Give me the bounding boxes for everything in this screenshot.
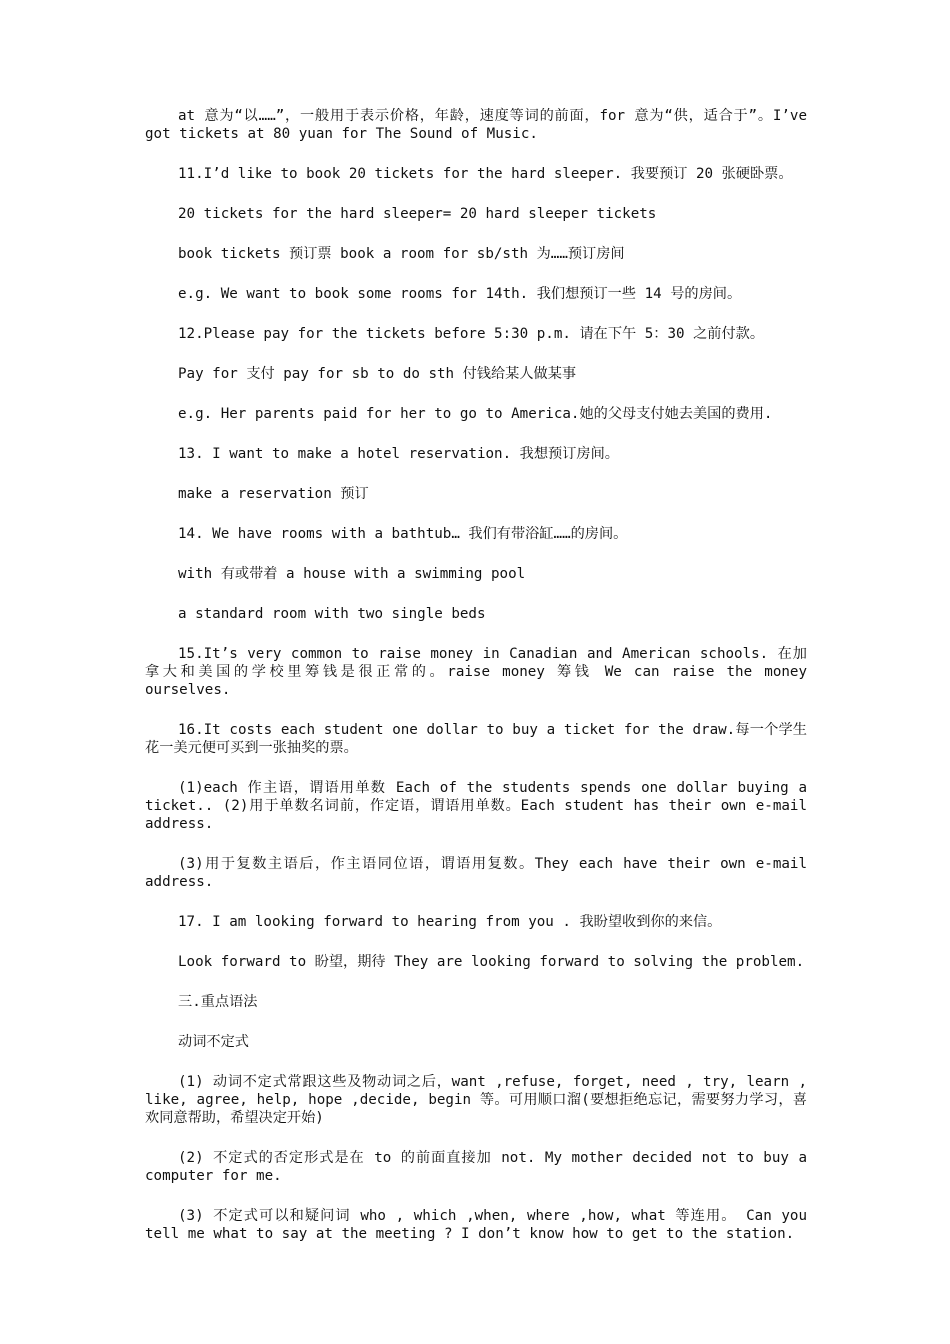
subheading-infinitive: 动词不定式	[178, 1034, 249, 1050]
document-page	[145, 107, 807, 1265]
paragraph-with-phrase: with 有或带着 a house with a swimming pool	[178, 566, 526, 582]
paragraph-17-looking-forward: 17. I am looking forward to hearing from you . 我盼望收到你的来信。	[178, 914, 722, 930]
paragraph-pay-for-phrase: Pay for 支付 pay for sb to do sth 付钱给某人做某事	[178, 366, 577, 382]
paragraph-infinitive-rule-1: (1) 动词不定式常跟这些及物动词之后，want ,refuse, forget, need , try, learn , like, agree, help, hope ,decide, begin 等。可用顺口溜(要想拒绝忘记，需要努力学习，喜欢同意帮助，希望决定开始)	[145, 1074, 807, 1126]
paragraph-13-reservation: 13. I want to make a hotel reservation. 我想预订房间。	[178, 446, 619, 462]
paragraph-hard-sleeper: 20 tickets for the hard sleeper= 20 hard sleeper tickets	[178, 206, 657, 222]
paragraph-15-raise-money: 15.It’s very common to raise money in Canadian and American schools. 在加拿大和美国的学校里筹钱是很正常的。raise money 筹钱 We can raise the money ourselves.	[145, 646, 807, 698]
paragraph-11-book-tickets: 11.I’d like to book 20 tickets for the hard sleeper. 我要预订 20 张硬卧票。	[178, 166, 793, 182]
paragraph-each-usage-3: (3)用于复数主语后，作主语同位语，谓语用复数。They each have their own e-mail address.	[145, 856, 807, 890]
paragraph-book-tickets-phrase: book tickets 预订票 book a room for sb/sth 为……预订房间	[178, 246, 625, 262]
paragraph-at-for: at 意为“以……”，一般用于表示价格，年龄，速度等词的前面，for 意为“供，适合于”。I’ve got tickets at 80 yuan for The Sound of Music.	[145, 108, 807, 142]
paragraph-book-rooms-example: e.g. We want to book some rooms for 14th. 我们想预订一些 14 号的房间。	[178, 286, 742, 302]
paragraph-standard-room: a standard room with two single beds	[178, 606, 486, 622]
paragraph-each-usage-1-2: (1)each 作主语，谓语用单数 Each of the students spends one dollar buying a ticket.. (2)用于单数名词前，作定语，谓语用单数。Each student has their own e-mail address.	[145, 780, 807, 832]
paragraph-16-each-student: 16.It costs each student one dollar to buy a ticket for the draw.每一个学生花一美元便可买到一张抽奖的票。	[145, 722, 807, 756]
paragraph-infinitive-rule-2: (2) 不定式的否定形式是在 to 的前面直接加 not. My mother decided not to buy a computer for me.	[145, 1150, 807, 1184]
section-heading-grammar: 三.重点语法	[178, 994, 258, 1010]
paragraph-pay-for-example: e.g. Her parents paid for her to go to America.她的父母支付她去美国的费用.	[178, 406, 773, 422]
paragraph-14-bathtub: 14. We have rooms with a bathtub… 我们有带浴缸……的房间。	[178, 526, 628, 542]
paragraph-infinitive-rule-3: (3) 不定式可以和疑问词 who , which ,when, where ,how, what 等连用。 Can you tell me what to say at the meeting ? I don’t know how to get to the station.	[145, 1208, 807, 1242]
paragraph-make-reservation: make a reservation 预订	[178, 486, 369, 502]
paragraph-12-pay-for: 12.Please pay for the tickets before 5:30 p.m. 请在下午 5：30 之前付款。	[178, 326, 765, 342]
paragraph-look-forward-phrase: Look forward to 盼望，期待 They are looking forward to solving the problem.	[178, 954, 805, 970]
